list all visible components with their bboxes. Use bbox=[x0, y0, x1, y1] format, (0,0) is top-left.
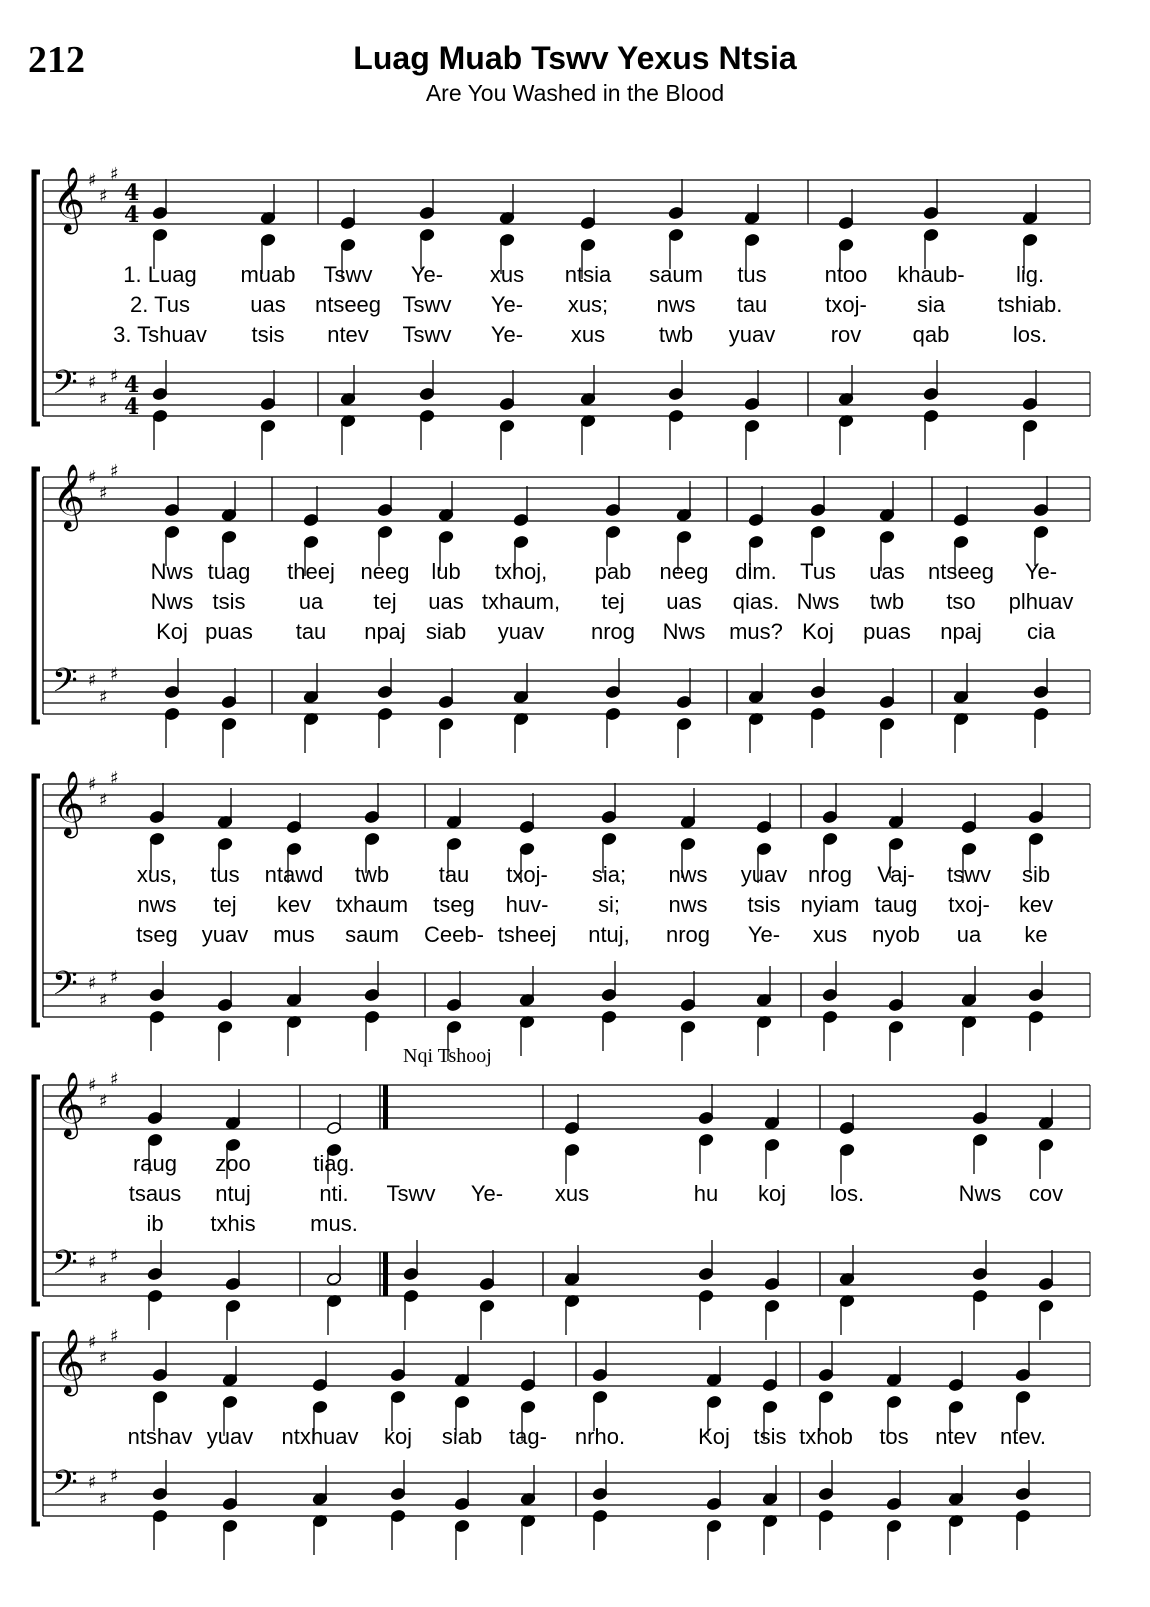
lyric-syllable: npaj bbox=[940, 619, 982, 644]
lyric-syllable: qab bbox=[912, 322, 950, 347]
sharp-icon: ♯ bbox=[99, 1269, 108, 1290]
lyric-syllable: uas bbox=[869, 559, 905, 584]
lyric-syllable: nti. bbox=[319, 1181, 349, 1206]
lyric-syllable: yuav bbox=[201, 922, 249, 947]
lyric-syllable: tsis bbox=[747, 892, 781, 917]
time-signature-bottom: 4 bbox=[124, 394, 140, 420]
lyric-syllable: lig. bbox=[1015, 262, 1045, 287]
lyric-syllable: raug bbox=[132, 1151, 178, 1176]
lyric-syllable: Ceeb- bbox=[424, 922, 484, 947]
time-signature-top: 4 bbox=[124, 372, 140, 398]
lyric-syllable: siab bbox=[425, 619, 467, 644]
sharp-icon: ♯ bbox=[99, 990, 108, 1011]
sharp-icon: ♯ bbox=[99, 790, 108, 811]
sharp-icon: ♯ bbox=[110, 1326, 119, 1347]
lyric-syllable: txoj- bbox=[948, 892, 990, 917]
lyric-syllable: Ye- bbox=[1024, 559, 1058, 584]
lyric-syllable: ntshav bbox=[127, 1424, 193, 1449]
lyric-syllable: puas bbox=[205, 619, 253, 644]
sharp-icon: ♯ bbox=[99, 1091, 108, 1112]
sharp-icon: ♯ bbox=[110, 1069, 119, 1090]
lyric-syllable: Ye- bbox=[490, 322, 524, 347]
sharp-icon: ♯ bbox=[88, 1252, 97, 1273]
lyric-syllable: tsis bbox=[212, 589, 246, 614]
lyric-syllable: yuav bbox=[206, 1424, 254, 1449]
sharp-icon: ♯ bbox=[88, 467, 97, 488]
lyric-syllable: Tswv bbox=[386, 1181, 436, 1206]
lyric-syllable: xus, bbox=[136, 862, 178, 887]
lyric-syllable: xus bbox=[489, 262, 525, 287]
lyric-syllable: los. bbox=[1012, 322, 1048, 347]
lyric-syllable: yuav bbox=[728, 322, 776, 347]
lyric-syllable: tej bbox=[601, 589, 625, 614]
lyric-syllable: Koj bbox=[156, 619, 188, 644]
sharp-icon: ♯ bbox=[110, 461, 119, 482]
lyric-syllable: Tus bbox=[800, 559, 836, 584]
lyric-syllable: txhob bbox=[799, 1424, 853, 1449]
hymn-number: 212 bbox=[28, 39, 85, 81]
lyric-syllable: uas bbox=[666, 589, 702, 614]
sharp-icon: ♯ bbox=[99, 1348, 108, 1369]
sharp-icon: ♯ bbox=[88, 774, 97, 795]
lyric-syllable: nws bbox=[668, 862, 708, 887]
lyric-syllable: tau bbox=[736, 292, 768, 317]
bass-clef-icon: 𝄢 bbox=[52, 662, 78, 708]
lyric-syllable: xus bbox=[570, 322, 606, 347]
lyric-syllable: saum bbox=[345, 922, 399, 947]
sharp-icon: ♯ bbox=[99, 483, 108, 504]
lyric-syllable: twb bbox=[354, 862, 390, 887]
sharp-icon: ♯ bbox=[88, 170, 97, 191]
lyric-syllable: Ye- bbox=[410, 262, 444, 287]
sharp-icon: ♯ bbox=[110, 664, 119, 685]
lyric-syllable: sib bbox=[1021, 862, 1051, 887]
lyric-syllable: tag- bbox=[509, 1424, 547, 1449]
lyric-syllable: tswv bbox=[947, 862, 991, 887]
lyric-syllable: ntseeg bbox=[927, 559, 995, 584]
lyric-syllable: muab bbox=[240, 262, 296, 287]
time-signature-bottom: 4 bbox=[124, 202, 140, 228]
lyric-syllable: tsis bbox=[753, 1424, 787, 1449]
lyric-syllable: dim. bbox=[735, 559, 777, 584]
lyric-syllable: tau bbox=[438, 862, 470, 887]
lyric-syllable: Tswv bbox=[402, 292, 452, 317]
lyric-syllable: tus bbox=[210, 862, 240, 887]
lyric-syllable: yuav bbox=[497, 619, 545, 644]
lyric-syllable: Tswv bbox=[323, 262, 373, 287]
lyric-syllable: tiag. bbox=[313, 1151, 355, 1176]
sharp-icon: ♯ bbox=[88, 973, 97, 994]
lyric-syllable: tus bbox=[737, 262, 767, 287]
lyric-syllable: txhaum bbox=[335, 892, 409, 917]
sharp-icon: ♯ bbox=[88, 1472, 97, 1493]
lyric-syllable: ntuj bbox=[215, 1181, 251, 1206]
lyric-syllable: xus bbox=[554, 1181, 590, 1206]
lyric-syllable: si; bbox=[598, 892, 620, 917]
sharp-icon: ♯ bbox=[110, 768, 119, 789]
sharp-icon: ♯ bbox=[88, 372, 97, 393]
lyric-syllable: tseg bbox=[136, 922, 178, 947]
lyric-syllable: Vaj- bbox=[877, 862, 915, 887]
lyric-syllable: pab bbox=[594, 559, 632, 584]
treble-clef-icon: 𝄞 bbox=[52, 1072, 86, 1137]
sharp-icon: ♯ bbox=[88, 1075, 97, 1096]
lyric-syllable: cov bbox=[1028, 1181, 1064, 1206]
lyric-syllable: neeg bbox=[659, 559, 709, 584]
lyric-syllable: ua bbox=[298, 589, 324, 614]
sharp-icon: ♯ bbox=[110, 967, 119, 988]
lyric-syllable: nrog bbox=[807, 862, 853, 887]
lyric-syllable: siab bbox=[441, 1424, 483, 1449]
lyric-syllable: nws bbox=[656, 292, 696, 317]
bass-clef-icon: 𝄢 bbox=[52, 364, 78, 410]
sharp-icon: ♯ bbox=[99, 186, 108, 207]
lyric-syllable: nws bbox=[668, 892, 708, 917]
lyric-syllable: hu bbox=[693, 1181, 719, 1206]
lyric-syllable: lub bbox=[431, 559, 461, 584]
lyric-syllable: nyiam bbox=[800, 892, 860, 917]
lyric-syllable: sia bbox=[916, 292, 946, 317]
lyric-syllable: tsis bbox=[251, 322, 285, 347]
lyric-syllable: theej bbox=[287, 559, 335, 584]
treble-clef-icon: 𝄞 bbox=[52, 464, 86, 529]
lyric-syllable: ntoo bbox=[824, 262, 868, 287]
lyric-syllable: ua bbox=[956, 922, 982, 947]
lyric-syllable: koj bbox=[757, 1181, 787, 1206]
lyric-syllable: Ye- bbox=[490, 292, 524, 317]
lyric-syllable: Tswv bbox=[402, 322, 452, 347]
treble-clef-icon: 𝄞 bbox=[52, 1329, 86, 1394]
lyric-syllable: los. bbox=[829, 1181, 865, 1206]
lyric-syllable: txhoj, bbox=[494, 559, 548, 584]
lyric-syllable: mus? bbox=[729, 619, 783, 644]
lyric-syllable: ntsia bbox=[564, 262, 612, 287]
bass-clef-icon: 𝄢 bbox=[52, 1244, 78, 1290]
lyric-syllable: nrog bbox=[665, 922, 711, 947]
lyric-syllable: Koj bbox=[698, 1424, 730, 1449]
lyric-syllable: rov bbox=[830, 322, 862, 347]
system-bracket bbox=[34, 1334, 40, 1524]
lyric-syllable: ntxhuav bbox=[281, 1424, 359, 1449]
sharp-icon: ♯ bbox=[99, 687, 108, 708]
sharp-icon: ♯ bbox=[88, 1332, 97, 1353]
lyric-syllable: plhuav bbox=[1008, 589, 1074, 614]
lyric-syllable: twb bbox=[869, 589, 905, 614]
lyric-syllable: 1. Luag bbox=[123, 262, 197, 287]
lyric-syllable: tsheej bbox=[497, 922, 557, 947]
lyric-syllable: tuag bbox=[207, 559, 251, 584]
sharp-icon: ♯ bbox=[88, 670, 97, 691]
treble-clef-icon: 𝄞 bbox=[52, 167, 86, 232]
lyric-syllable: 2. Tus bbox=[130, 292, 190, 317]
lyric-syllable: tej bbox=[213, 892, 237, 917]
bass-clef-icon: 𝄢 bbox=[52, 1464, 78, 1510]
lyric-syllable: zoo bbox=[215, 1151, 251, 1176]
lyric-syllable: koj bbox=[383, 1424, 413, 1449]
lyric-syllable: ntuj, bbox=[588, 922, 630, 947]
lyric-syllable: twb bbox=[658, 322, 694, 347]
lyric-syllable: tej bbox=[373, 589, 397, 614]
lyric-syllable: txoj- bbox=[506, 862, 548, 887]
lyric-syllable: mus. bbox=[310, 1211, 358, 1236]
lyric-syllable: qias. bbox=[732, 589, 780, 614]
lyric-syllable: ntawd bbox=[264, 862, 324, 887]
lyric-syllable: txoj- bbox=[825, 292, 867, 317]
lyric-syllable: khaub- bbox=[897, 262, 965, 287]
lyric-syllable: cia bbox=[1026, 619, 1056, 644]
lyric-syllable: uas bbox=[250, 292, 286, 317]
lyric-syllable: Ye- bbox=[470, 1181, 504, 1206]
lyric-syllable: Nws bbox=[796, 589, 840, 614]
refrain-marking: Nqi Tshooj bbox=[403, 1045, 492, 1067]
sharp-icon: ♯ bbox=[110, 366, 119, 387]
lyric-syllable: tso bbox=[946, 589, 976, 614]
lyric-syllable: ntseeg bbox=[314, 292, 382, 317]
lyric-syllable: Nws bbox=[150, 589, 194, 614]
bass-clef-icon: 𝄢 bbox=[52, 965, 78, 1011]
lyric-syllable: neeg bbox=[360, 559, 410, 584]
lyric-syllable: tsaus bbox=[128, 1181, 182, 1206]
lyric-syllable: yuav bbox=[740, 862, 788, 887]
lyric-syllable: xus; bbox=[567, 292, 609, 317]
lyric-syllable: tos bbox=[879, 1424, 909, 1449]
sharp-icon: ♯ bbox=[110, 1466, 119, 1487]
lyric-syllable: txhaum, bbox=[481, 589, 561, 614]
lyric-syllable: ntev bbox=[935, 1424, 977, 1449]
lyric-syllable: saum bbox=[649, 262, 703, 287]
hymn-subtitle: Are You Washed in the Blood bbox=[425, 80, 725, 106]
lyric-syllable: tau bbox=[295, 619, 327, 644]
lyric-syllable: ntev. bbox=[999, 1424, 1047, 1449]
time-signature-top: 4 bbox=[124, 180, 140, 206]
lyric-syllable: tshiab. bbox=[997, 292, 1063, 317]
lyric-syllable: ib bbox=[146, 1211, 164, 1236]
lyric-syllable: 3. Tshuav bbox=[113, 322, 207, 347]
lyric-syllable: Nws bbox=[662, 619, 706, 644]
lyric-syllable: nyob bbox=[872, 922, 920, 947]
sharp-icon: ♯ bbox=[99, 389, 108, 410]
lyric-syllable: npaj bbox=[364, 619, 406, 644]
lyric-syllable: txhis bbox=[210, 1211, 256, 1236]
lyric-syllable: puas bbox=[863, 619, 911, 644]
lyric-syllable: Ye- bbox=[747, 922, 781, 947]
lyric-syllable: ntev bbox=[327, 322, 369, 347]
lyric-syllable: huv- bbox=[505, 892, 549, 917]
lyric-syllable: Nws bbox=[150, 559, 194, 584]
lyric-syllable: Koj bbox=[802, 619, 834, 644]
sharp-icon: ♯ bbox=[110, 164, 119, 185]
sharp-icon: ♯ bbox=[99, 1489, 108, 1510]
lyric-syllable: ke bbox=[1024, 922, 1048, 947]
lyric-syllable: uas bbox=[428, 589, 464, 614]
lyric-syllable: sia; bbox=[591, 862, 627, 887]
hymn-title: Luag Muab Tswv Yexus Ntsia bbox=[353, 40, 797, 76]
sharp-icon: ♯ bbox=[110, 1246, 119, 1267]
lyric-syllable: kev bbox=[1018, 892, 1054, 917]
lyric-syllable: mus bbox=[273, 922, 315, 947]
treble-clef-icon: 𝄞 bbox=[52, 771, 86, 836]
lyric-syllable: tseg bbox=[433, 892, 475, 917]
lyric-syllable: nrog bbox=[590, 619, 636, 644]
lyric-syllable: kev bbox=[276, 892, 312, 917]
lyric-syllable: nrho. bbox=[574, 1424, 626, 1449]
lyric-syllable: xus bbox=[812, 922, 848, 947]
lyric-syllable: Nws bbox=[958, 1181, 1002, 1206]
lyric-syllable: taug bbox=[874, 892, 918, 917]
lyric-syllable: nws bbox=[137, 892, 177, 917]
